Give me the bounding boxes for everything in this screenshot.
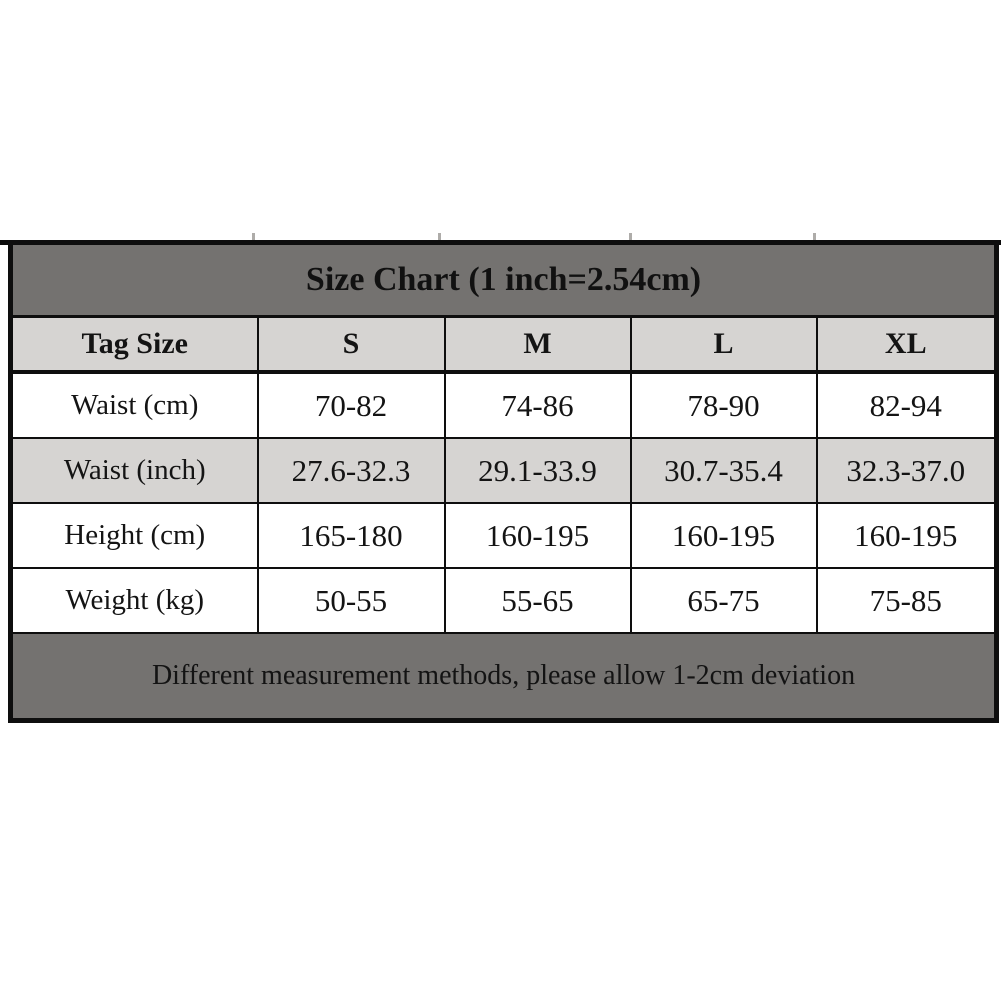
- header-cell-size-m: M: [445, 317, 631, 373]
- table-cell: 74-86: [445, 372, 631, 438]
- crop-artifact-tick: [813, 233, 816, 240]
- header-row: [11, 317, 997, 373]
- table-cell: 82-94: [817, 372, 997, 438]
- table-row-height-cm: [11, 503, 997, 568]
- table-cell: 160-195: [817, 503, 997, 568]
- header-cell-tag-size: Tag Size: [11, 317, 258, 373]
- table-cell: 55-65: [445, 568, 631, 633]
- table-row-waist-inch: [11, 438, 997, 503]
- table-row-waist-cm: [11, 372, 997, 438]
- table-cell: 27.6-32.3: [258, 438, 445, 503]
- deviation-note: Different measurement methods, please allow 1-2cm deviation: [11, 633, 997, 721]
- header-cell-size-s: S: [258, 317, 445, 373]
- crop-artifact-tick: [629, 233, 632, 240]
- table-cell: 65-75: [631, 568, 817, 633]
- crop-artifact-tick: [438, 233, 441, 240]
- header-cell-size-xl: XL: [817, 317, 997, 373]
- size-chart-table: [8, 240, 999, 723]
- table-cell: 70-82: [258, 372, 445, 438]
- row-label-waist-inch: Waist (inch): [11, 438, 258, 503]
- table-cell: 160-195: [631, 503, 817, 568]
- chart-title: Size Chart (1 inch=2.54cm): [11, 243, 997, 317]
- header-cell-size-l: L: [631, 317, 817, 373]
- row-label-height-cm: Height (cm): [11, 503, 258, 568]
- crop-artifact-tick: [252, 233, 255, 240]
- table-cell: 50-55: [258, 568, 445, 633]
- title-row: [11, 243, 997, 317]
- footer-row: [11, 633, 997, 721]
- table-cell: 160-195: [445, 503, 631, 568]
- table-row-weight-kg: [11, 568, 997, 633]
- row-label-weight-kg: Weight (kg): [11, 568, 258, 633]
- table-cell: 32.3-37.0: [817, 438, 997, 503]
- table-cell: 165-180: [258, 503, 445, 568]
- table-cell: 78-90: [631, 372, 817, 438]
- row-label-waist-cm: Waist (cm): [11, 372, 258, 438]
- table-cell: 29.1-33.9: [445, 438, 631, 503]
- table-cell: 30.7-35.4: [631, 438, 817, 503]
- table-cell: 75-85: [817, 568, 997, 633]
